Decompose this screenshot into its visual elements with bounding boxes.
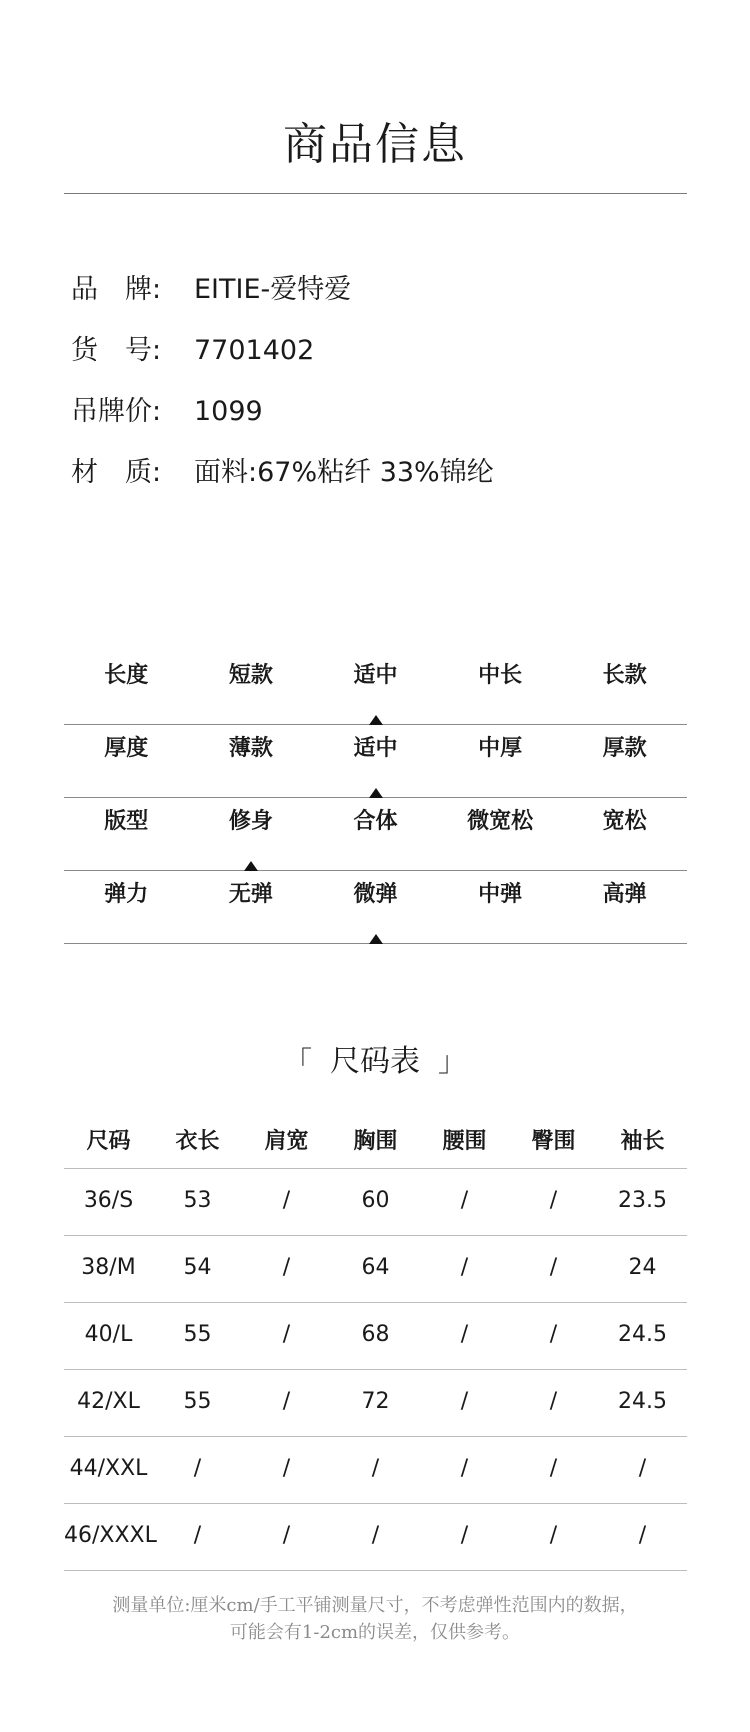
table-cell: / — [371, 1456, 380, 1481]
table-cell: / — [549, 1255, 558, 1280]
info-row-price — [71, 392, 691, 453]
table-cell: / — [460, 1456, 469, 1481]
table-cell: 55 — [183, 1389, 212, 1414]
table-cell: / — [549, 1389, 558, 1414]
info-label: 品 牌: — [71, 274, 162, 305]
size-chart-title — [0, 1036, 750, 1080]
table-cell: / — [282, 1456, 291, 1481]
table-cell: / — [549, 1456, 558, 1481]
attribute-option: 中弹 — [478, 882, 523, 907]
table-cell: / — [460, 1188, 469, 1213]
note-line-1: 测量单位:厘米cm/手工平铺测量尺寸，不考虑弹性范围内的数据， — [112, 1595, 638, 1616]
info-row-material — [71, 453, 691, 514]
table-cell: 44/XXL — [69, 1456, 148, 1481]
table-cell: 42/XL — [77, 1389, 140, 1414]
table-header-cell: 胸围 — [353, 1129, 398, 1154]
table-cell: 36/S — [83, 1188, 134, 1213]
size-table — [64, 1115, 687, 1571]
selected-marker-icon — [369, 934, 383, 944]
attribute-name: 厚度 — [104, 736, 149, 761]
table-cell: 40/L — [84, 1322, 133, 1347]
table-cell: / — [282, 1322, 291, 1347]
table-cell: 46/XXXL — [64, 1523, 157, 1548]
attribute-option: 合体 — [353, 809, 398, 834]
table-cell: 55 — [183, 1322, 212, 1347]
attribute-option: 微弹 — [353, 882, 398, 907]
table-cell: / — [460, 1322, 469, 1347]
attribute-option: 薄款 — [228, 736, 273, 761]
table-cell: / — [549, 1523, 558, 1548]
table-row — [64, 1303, 687, 1370]
attribute-option: 中长 — [478, 663, 523, 688]
attribute-option: 修身 — [228, 809, 273, 834]
attribute-name: 版型 — [104, 809, 149, 834]
attribute-option: 高弹 — [602, 882, 647, 907]
info-label: 吊牌价: — [71, 396, 162, 427]
title-divider — [64, 193, 687, 194]
table-cell: / — [460, 1523, 469, 1548]
attribute-row — [64, 871, 687, 944]
attribute-row — [64, 798, 687, 871]
table-cell: / — [282, 1523, 291, 1548]
table-cell: 23.5 — [618, 1188, 667, 1213]
attribute-row — [64, 652, 687, 725]
table-cell: 24 — [628, 1255, 657, 1280]
info-label: 货 号: — [71, 335, 162, 366]
selected-marker-icon — [369, 788, 383, 798]
table-cell: 68 — [361, 1322, 390, 1347]
attribute-row — [64, 725, 687, 798]
table-cell: 54 — [183, 1255, 212, 1280]
table-cell: 24.5 — [618, 1389, 667, 1414]
attribute-option: 长款 — [602, 663, 647, 688]
table-header-cell: 肩宽 — [264, 1129, 309, 1154]
table-cell: 53 — [183, 1188, 212, 1213]
table-cell: 64 — [361, 1255, 390, 1280]
table-cell: / — [282, 1188, 291, 1213]
table-row — [64, 1437, 687, 1504]
table-cell: 60 — [361, 1188, 390, 1213]
table-cell: / — [282, 1389, 291, 1414]
attribute-scales — [64, 652, 687, 944]
table-header-row — [64, 1115, 687, 1169]
table-cell: / — [193, 1523, 202, 1548]
table-header-cell: 袖长 — [620, 1129, 665, 1154]
table-header-cell: 臀围 — [531, 1129, 576, 1154]
table-cell: / — [282, 1255, 291, 1280]
selected-marker-icon — [244, 861, 258, 871]
table-cell: / — [460, 1389, 469, 1414]
table-row — [64, 1236, 687, 1303]
attribute-name: 弹力 — [104, 882, 149, 907]
attribute-option: 厚款 — [602, 736, 647, 761]
info-value: 7701402 — [194, 335, 315, 366]
table-cell: / — [549, 1322, 558, 1347]
info-value: 1099 — [194, 396, 263, 427]
table-row — [64, 1504, 687, 1571]
info-row-brand — [71, 270, 691, 331]
product-info — [71, 270, 691, 514]
table-header-cell: 腰围 — [442, 1129, 487, 1154]
table-cell: 38/M — [81, 1255, 136, 1280]
info-row-sku — [71, 331, 691, 392]
page-title: 商品信息 — [283, 119, 467, 170]
attribute-option: 微宽松 — [467, 809, 534, 834]
info-value: EITIE-爱特爱 — [194, 274, 352, 305]
attribute-option: 无弹 — [228, 882, 273, 907]
table-cell: / — [638, 1523, 647, 1548]
table-row — [64, 1169, 687, 1236]
attribute-option: 适中 — [353, 663, 398, 688]
attribute-option: 宽松 — [602, 809, 647, 834]
table-cell: / — [549, 1188, 558, 1213]
table-header-cell: 衣长 — [175, 1129, 220, 1154]
table-row — [64, 1370, 687, 1437]
bracket-close: 」 — [438, 1045, 467, 1078]
attribute-option: 适中 — [353, 736, 398, 761]
table-cell: 72 — [361, 1389, 390, 1414]
table-cell: / — [371, 1523, 380, 1548]
size-chart-title-text: 尺码表 — [330, 1044, 420, 1079]
table-cell: / — [638, 1456, 647, 1481]
measurement-note — [0, 1592, 750, 1646]
attribute-option: 中厚 — [478, 736, 523, 761]
table-cell: / — [460, 1255, 469, 1280]
attribute-option: 短款 — [228, 663, 273, 688]
table-cell: 24.5 — [618, 1322, 667, 1347]
selected-marker-icon — [369, 715, 383, 725]
note-line-2: 可能会有1-2cm的误差，仅供参考。 — [229, 1622, 521, 1643]
attribute-name: 长度 — [104, 663, 149, 688]
info-value: 面料:67%粘纤 33%锦纶 — [194, 457, 494, 488]
info-label: 材 质: — [71, 457, 162, 488]
table-cell: / — [193, 1456, 202, 1481]
table-header-cell: 尺码 — [86, 1129, 131, 1154]
bracket-open: 「 — [283, 1045, 312, 1078]
